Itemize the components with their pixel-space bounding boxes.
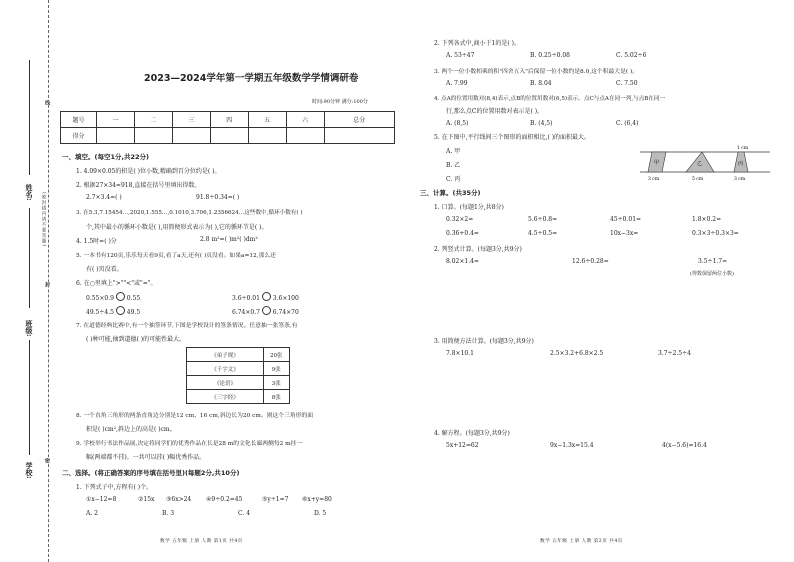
score-cell[interactable] [248,128,286,144]
q2-3-answers [446,80,638,87]
option: ②15x [138,496,155,503]
compare-circle[interactable] [116,306,125,315]
label-top: 1 cm [737,146,749,151]
oral-item: 10x−3x= [610,230,639,237]
compare-right: 49.5 [126,309,141,316]
oral-item: 0.32×2= [446,216,474,223]
q2-1-options [86,496,332,503]
score-row-label: 得分 [61,128,97,144]
score-header: 五 [248,112,286,128]
book-count: 3张 [264,376,290,390]
score-header: 总分 [324,112,394,128]
q1-3b: 个,其中最小的循环小数是( ),用简便形式表示为( ),它的循环节是( )。 [86,224,268,231]
book-table [186,347,290,404]
q2-1: 1. 下列式子中,方程有( )个。 [76,484,153,491]
q1-2a: 2.7×3.4=( ) [86,194,122,201]
book-name: 《弟子规》 [187,348,264,362]
simplify-item: 7.8×10.1 [446,350,474,357]
oral-item: 45÷0.01= [610,216,642,223]
score-header: 二 [134,112,172,128]
simplify-item: 2.5×3.2+6.8×2.5 [550,350,604,357]
score-table [60,111,395,144]
simplify-row [446,350,691,357]
q2-4: 4. 点A的位置用数对(8,4)表示,点B的位置用数对(6,5)表示。点C与点A在同一列,与点B在同一 [434,96,666,102]
class-underline [29,208,30,308]
answer-choice[interactable]: D. 5 [314,510,327,517]
book-count: 20张 [264,348,290,362]
score-cell[interactable] [134,128,172,144]
school-label: 学校: [25,462,34,479]
q1-6: 6. 在○里填上">""<"或"="。 [76,280,157,287]
oral-item: 0.36+0.4= [446,230,479,237]
equation-item: 4(x−5.6)=16.4 [662,442,707,449]
compare-left: 49.5÷4.5 [86,309,114,316]
q2-2: 2. 下列各式中,商小于1的是( )。 [434,40,520,47]
section1-heading: 一、填空。(每空1分,共22分) [62,153,149,161]
q1-5b: 有( )页没看。 [86,266,123,273]
oral-row-1 [446,216,721,223]
vertical-item: 12.6÷0.28= [572,258,609,265]
score-header: 三 [172,112,210,128]
q1-1: 1. 4.09×0.05的积是( )位小数,精确到百分位约是( )。 [76,168,221,175]
option: ⑥x+y=80 [302,496,332,503]
oral-item: 0.3×3÷0.3×3= [692,230,739,237]
q2-1-answers [86,510,326,517]
option: ③6x>24 [166,496,192,503]
q2-4-answers [446,120,638,127]
q2-4b: 行,那么点C的位置用数对表示是( )。 [446,108,544,115]
score-header: 四 [210,112,248,128]
answer-choice[interactable]: C. 7.50 [616,80,638,87]
oral-item: 4.5÷0.5= [528,230,558,237]
q1-5a: 5. 一本书有120页,乐乐每天看9页,看了a天,还有( )页没看。如果a=12,那么还 [76,253,276,259]
label-base-2: 5 cm [692,177,704,182]
score-header: 一 [97,112,135,128]
score-header: 题号 [61,112,97,128]
book-name: 《论语》 [187,376,264,390]
score-cell[interactable] [324,128,394,144]
answer-choice[interactable]: B. 8.04 [530,80,552,87]
q1-8a: 8. 一个直角三角形的两条直角边分别是12 cm、16 cm,斜边长为20 cm。则这个三角形的面 [76,413,314,419]
vertical-calc-row [446,258,727,265]
compare-right: 0.55 [126,295,141,302]
seal-top-char: 线 [44,100,50,105]
vertical-item: 8.02×1.4= [446,258,479,265]
compare-row-2a [86,306,140,316]
answer-choice[interactable]: A. 2 [86,510,98,517]
q3-1: 1. 口算。(每题1分,共8分) [434,204,504,211]
answer-choice[interactable]: A. 7.99 [446,80,468,87]
exam-info: 时间:90分钟 满分:100分 [312,99,368,105]
book-count: 8张 [264,390,290,404]
q2-3: 3. 两个一位小数相乘的积"四舍五入"后保留一位小数约是8.0,这个积最大是( )。 [434,69,639,75]
score-cell[interactable] [286,128,324,144]
q1-8b: 积是( )cm²,斜边上的高是( )cm。 [86,426,176,433]
answer-choice[interactable]: A. (8,5) [446,120,469,127]
compare-row-1a [86,292,140,302]
equation-item: 9x−1.3x=15.4 [550,442,594,449]
oral-item: 5.6÷0.8= [528,216,558,223]
q3-2: 2. 列竖式计算。(每题3分,共9分) [434,246,522,253]
oral-item: 1.8×0.2= [692,216,722,223]
compare-row-1b [232,292,299,302]
q2-5-answer-a[interactable]: A. 甲 [446,148,461,155]
section2-heading: 二、选择。(将正确答案的序号填在括号里)(每题2分,共10分) [62,469,240,477]
oral-row-2 [446,230,739,237]
label-bing: 丙 [738,161,744,167]
footer-left: 数学 五年级 上册 人教 第1页 共4页 [160,539,243,544]
score-cell[interactable] [97,128,135,144]
seal-mid-char: 封 [44,282,50,287]
answer-choice[interactable]: A. 53÷47 [446,52,475,59]
compare-right: 3.6×100 [272,295,299,302]
simplify-item: 3.7÷2.5÷4 [658,350,691,357]
compare-left: 3.6÷0.01 [232,295,260,302]
score-header: 六 [286,112,324,128]
label-base-3: 3 cm [734,177,746,182]
option: ④9÷0.2=45 [206,496,243,503]
compare-left: 6.74×0.7 [232,309,260,316]
compare-circle[interactable] [262,306,271,315]
label-base-1: 3 cm [648,177,660,182]
q1-7b: ( )种可能,抽到道德( )的可能性最大。 [86,336,186,343]
q3-4: 4. 解方程。(每题3分,共9分) [434,430,510,437]
answer-choice[interactable]: C. 5.02÷6 [616,52,647,59]
seal-bottom-char: 密 [44,458,50,463]
vertical-note: (得数保留两位小数) [690,271,734,277]
parallel-shapes-figure [640,144,770,184]
option: ⑤y÷1=7 [262,496,289,503]
compare-right: 6.74×70 [272,309,299,316]
footer-right: 数学 五年级 上册 人教 第2页 共4页 [540,539,623,544]
q2-5-answer-b[interactable]: B. 乙 [446,162,461,169]
score-cell[interactable] [172,128,210,144]
score-cell[interactable] [210,128,248,144]
page-title: 2023—2024学年第一学期五年级数学学情调研卷 [144,73,359,84]
q1-3a: 3. 在5.3,7.15454…,2020,1.555…,0.1010,3.706,1.2356624…这些数中,循环小数有( ) [76,210,303,216]
name-underline [29,60,30,175]
seal-note: (密封线内请不要答题) [41,192,46,248]
book-name: 《三字经》 [187,390,264,404]
q2-5-answer-c[interactable]: C. 丙 [446,176,461,183]
q2-5: 5. 在下图中,平行线间三个图形的面积相比,( )的面积最大。 [434,134,591,141]
compare-row-2b [232,306,299,316]
q1-4b: 2.8 m²=( )m²( )dm² [200,236,258,243]
book-name: 《千字文》 [187,362,264,376]
vertical-item: 3.5÷1.7≈ [698,258,728,265]
q2-2-answers [446,52,646,59]
compare-circle[interactable] [262,292,271,301]
section3-heading: 三、计算。(共35分) [420,189,481,197]
label-jia: 甲 [654,160,660,166]
answer-choice[interactable]: B. 0.25÷0.08 [530,52,570,59]
compare-circle[interactable] [116,292,125,301]
equation-item: 5x+12=62 [446,442,479,449]
binding-dashed-line [48,0,49,562]
q1-9a: 9. 学校举行书法作品展,决定将同学们的优秀作品在长是28 m的文化长廊两侧每2 m挂一 [76,441,303,447]
answer-choice[interactable]: B. 3 [162,510,175,517]
compare-left: 0.55×0.9 [86,295,114,302]
q1-4a: 4. 1.5时=( )分 [76,238,117,245]
book-count: 9张 [264,362,290,376]
equation-row [446,442,707,449]
school-underline [29,340,30,455]
q3-3: 3. 用简便方法计算。(每题3分,共9分) [434,338,534,345]
q1-9b: 幅(两端都不挂)。一共可以挂( )幅优秀作品。 [86,454,206,461]
answer-choice[interactable]: B. (4,5) [530,120,553,127]
q1-2b: 91.8÷0.34=( ) [196,194,240,201]
answer-choice[interactable]: C. 4 [238,510,251,517]
option: ①x−12=8 [86,496,117,503]
label-yi: 乙 [697,161,703,167]
name-label: 姓名: [25,184,34,201]
answer-choice[interactable]: C. (6,4) [616,120,639,127]
class-label: 班级: [25,320,34,337]
q1-2: 2. 根据27×34=918,直接在括号里填出得数。 [76,182,201,189]
q1-7a: 7. 在道德经典比赛中,有一个抽签环节,下图是学校设计的签条情况。任意抽一张签条,有 [76,323,298,329]
